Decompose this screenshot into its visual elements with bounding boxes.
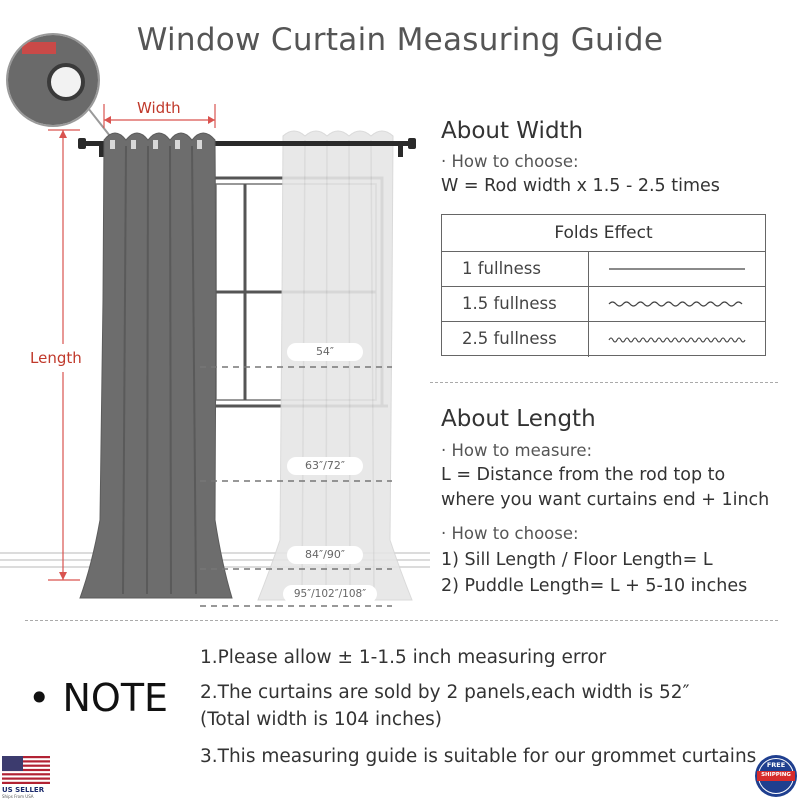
free-text: FREE	[766, 761, 786, 769]
dense-wave-icon	[589, 322, 765, 357]
us-seller-subtext: Ships From USA	[2, 794, 34, 799]
folds-effect-table	[441, 214, 766, 356]
note-label: • NOTE	[28, 676, 169, 720]
us-seller-text: US SELLER	[2, 786, 45, 794]
about-length-heading: About Length	[441, 406, 596, 432]
table-row	[442, 287, 765, 322]
size-tag-63-72: 63″/72″	[287, 457, 363, 475]
fullness-label: 1.5 fullness	[442, 287, 589, 321]
straight-line-icon	[589, 252, 765, 286]
fullness-label: 2.5 fullness	[442, 322, 589, 357]
length-choice-1: 1) Sill Length / Floor Length= L	[441, 550, 713, 570]
us-seller-badge	[2, 756, 54, 800]
width-how-to-choose: · How to choose:	[441, 152, 579, 171]
size-tag-95-102-108: 95″/102″/108″	[283, 585, 377, 603]
gentle-wave-icon	[589, 287, 765, 321]
length-how-to-choose: · How to choose:	[441, 524, 579, 543]
grommet-zoom-icon	[0, 30, 110, 136]
free-shipping-badge	[754, 754, 798, 798]
page-title: Window Curtain Measuring Guide	[136, 22, 664, 58]
note-item-3: 3.This measuring guide is suitable for our grommet curtains	[200, 746, 757, 767]
about-width-heading: About Width	[441, 118, 584, 144]
length-label: Length	[30, 349, 82, 367]
note-item-2: 2.The curtains are sold by 2 panels,each width is 52″	[200, 682, 690, 703]
length-measure-line2: where you want curtains end + 1inch	[441, 490, 770, 510]
us-flag-icon	[2, 756, 50, 784]
section-divider	[430, 382, 778, 383]
shipping-text: SHIPPING	[761, 772, 791, 778]
width-formula: W = Rod width x 1.5 - 2.5 times	[441, 176, 720, 196]
table-row	[442, 252, 765, 287]
size-tag-84-90: 84″/90″	[287, 546, 363, 564]
table-row	[442, 322, 765, 357]
curtain-diagram	[0, 0, 430, 620]
note-divider	[25, 620, 778, 621]
length-measure-line1: L = Distance from the rod top to	[441, 465, 726, 485]
note-item-1: 1.Please allow ± 1-1.5 inch measuring error	[200, 647, 607, 668]
fullness-label: 1 fullness	[442, 252, 589, 286]
curtain-panel	[80, 133, 232, 598]
length-how-to-measure: · How to measure:	[441, 441, 593, 460]
length-choice-2: 2) Puddle Length= L + 5-10 inches	[441, 576, 748, 596]
size-tag-54: 54″	[287, 343, 363, 361]
folds-table-header: Folds Effect	[442, 215, 765, 252]
note-item-2b: (Total width is 104 inches)	[200, 709, 443, 730]
width-label: Width	[137, 99, 181, 117]
